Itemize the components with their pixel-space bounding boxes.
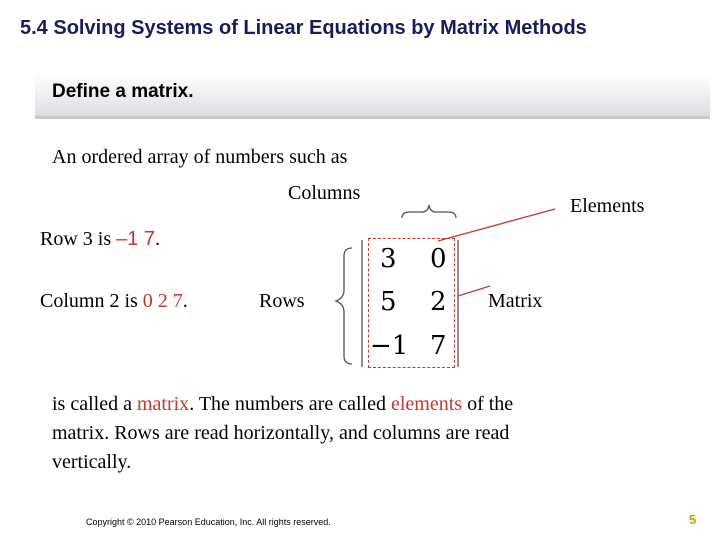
description-line-2: matrix. Rows are read horizontally, and columns are read (52, 422, 510, 444)
columns-label: Columns (288, 182, 361, 204)
matrix-label: Matrix (488, 290, 543, 312)
col2-values: 0 2 7 (142, 290, 183, 312)
term-matrix: matrix (136, 393, 190, 415)
row3-statement (40, 228, 160, 251)
col2-statement (40, 290, 188, 313)
desc-text: . The numbers are called (189, 393, 391, 415)
description-line-3: vertically. (52, 451, 132, 473)
matrix-cell: −1 (370, 331, 409, 361)
elements-pointer (438, 209, 555, 241)
rows-label: Rows (259, 290, 305, 312)
subtitle: Define a matrix. (52, 81, 194, 102)
elements-label: Elements (570, 195, 645, 217)
rows-brace (336, 248, 352, 364)
copyright-notice: Copyright © 2010 Pearson Education, Inc. All rights reserved. (86, 517, 331, 527)
row3-suffix: . (155, 228, 161, 250)
desc-text: is called a (52, 393, 137, 415)
matrix-cell: 5 (380, 287, 397, 317)
columns-brace (402, 205, 456, 218)
description-line-1 (52, 393, 513, 416)
slide-title: 5.4 Solving Systems of Linear Equations by Matrix Methods (20, 17, 587, 39)
matrix-cell: 3 (380, 244, 397, 274)
row3-prefix: Row 3 is (40, 228, 117, 250)
row3-values: –1 7 (116, 228, 156, 250)
col2-prefix: Column 2 is (40, 290, 143, 312)
matrix-pointer (458, 286, 490, 296)
matrix-cell: 0 (430, 244, 447, 274)
matrix-cell: 2 (430, 287, 447, 317)
page-number: 5 (689, 512, 697, 527)
col2-suffix: . (182, 290, 188, 312)
intro-text: An ordered array of numbers such as (52, 146, 348, 168)
term-elements: elements (390, 393, 463, 415)
desc-text: of the (462, 393, 514, 415)
matrix-cell: 7 (430, 331, 447, 361)
